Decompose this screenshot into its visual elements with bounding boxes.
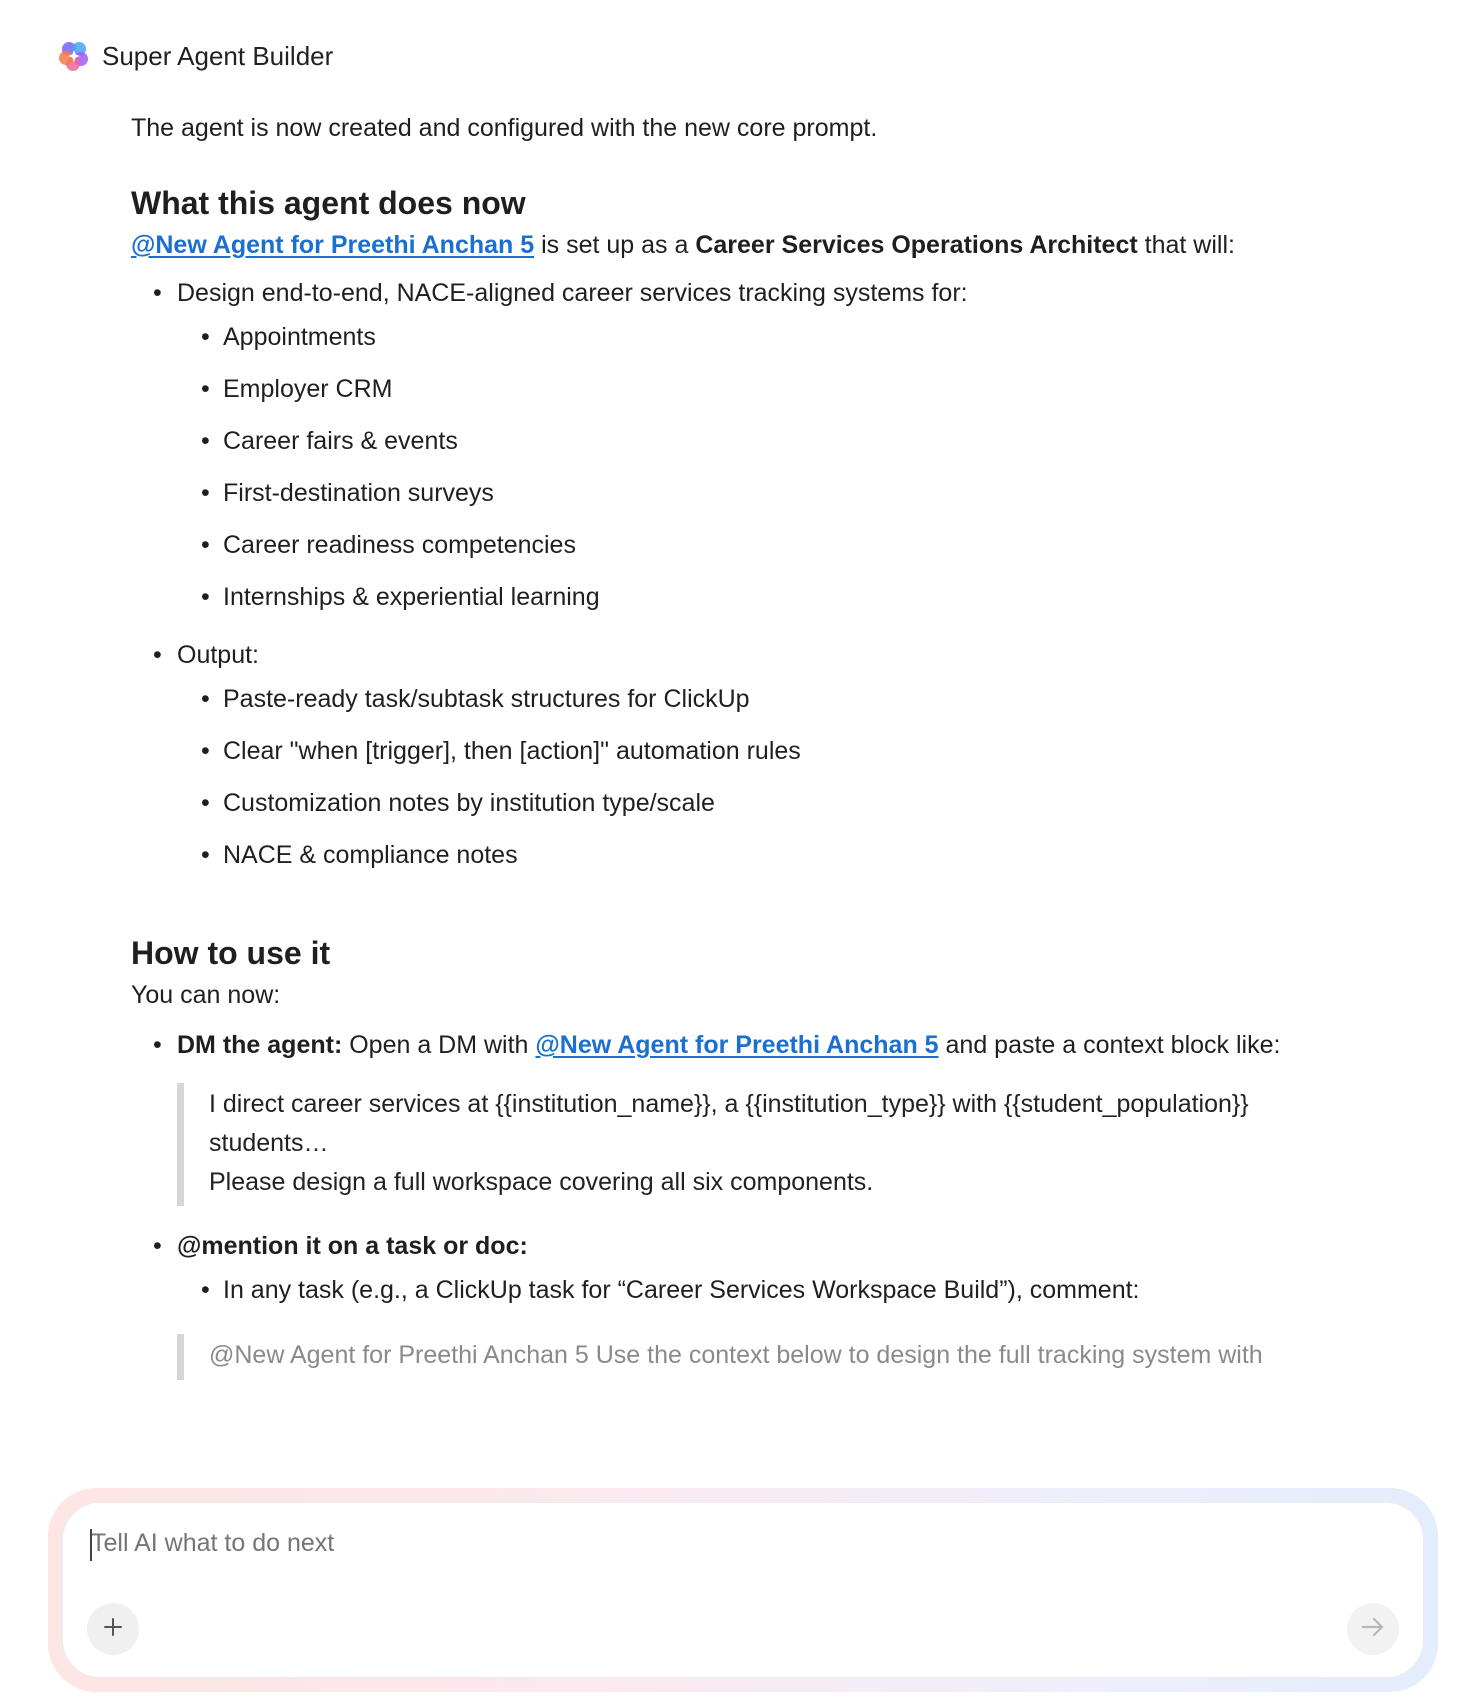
list-item: • Career fairs & events <box>131 423 1401 459</box>
capabilities-list <box>131 275 1401 873</box>
list-item: • Career readiness competencies <box>131 527 1401 563</box>
composer-gradient-frame <box>48 1488 1438 1692</box>
dm-bold-label: DM the agent: <box>177 1031 343 1059</box>
list-item <box>131 637 1401 873</box>
summary-text-b: that will: <box>1137 231 1235 259</box>
mention-bold-label: @mention it on a task or doc: <box>177 1232 528 1260</box>
list-item: • Internships & experiential learning <box>131 579 1401 615</box>
list-item-label: Design end-to-end, NACE-aligned career services tracking systems for: <box>177 279 968 307</box>
dm-text-a: Open a DM with <box>342 1031 536 1059</box>
composer <box>62 1502 1424 1678</box>
agent-mention-link[interactable]: @New Agent for Preethi Anchan 5 <box>535 1031 939 1059</box>
list-item-label: Output: <box>177 641 259 669</box>
prompt-input[interactable] <box>91 1529 1091 1558</box>
list-item: • Clear "when [trigger], then [action]" automation rules <box>131 733 1401 769</box>
dm-text-b: and paste a context block like: <box>938 1031 1281 1059</box>
plus-icon <box>102 1616 124 1643</box>
assistant-message <box>131 105 1401 1380</box>
list-item: • Paste-ready task/subtask structures for ClickUp <box>131 681 1401 717</box>
list-item: • In any task (e.g., a ClickUp task for “Career Services Workspace Build”), comment: <box>131 1272 1401 1308</box>
section1-summary <box>131 227 1401 263</box>
how-to-lead: You can now: <box>131 981 281 1009</box>
quote-line: Please design a full workspace covering all six components. <box>209 1168 874 1196</box>
usage-list <box>131 1027 1401 1063</box>
sublist <box>177 681 1401 873</box>
section-title-what-agent-does: What this agent does now <box>131 185 526 221</box>
sparkle-flower-logo-icon <box>56 38 92 74</box>
section-title-how-to-use: How to use it <box>131 935 331 971</box>
list-item: • Employer CRM <box>131 371 1401 407</box>
arrow-right-icon <box>1360 1616 1386 1643</box>
quote-line: students… <box>209 1129 329 1157</box>
sublist <box>177 319 1401 615</box>
agent-mention-link[interactable]: @New Agent for Preethi Anchan 5 <box>131 231 535 259</box>
list-item: • Appointments <box>131 319 1401 355</box>
list-item: • First-destination surveys <box>131 475 1401 511</box>
list-item <box>131 275 1401 615</box>
quote-line: I direct career services at {{institution_name}}, a {{institution_type}} with {{student_population}} <box>209 1090 1249 1118</box>
list-item-dm <box>131 1027 1401 1063</box>
text-caret <box>90 1529 92 1561</box>
comment-blockquote <box>177 1334 1401 1380</box>
intro-text: The agent is now created and configured with the new core prompt. <box>131 114 878 142</box>
usage-list-2 <box>131 1228 1401 1308</box>
app-header <box>56 38 333 74</box>
app-title: Super Agent Builder <box>102 40 334 71</box>
list-item: • NACE & compliance notes <box>131 837 1401 873</box>
list-item: • Customization notes by institution type/scale <box>131 785 1401 821</box>
sublist <box>177 1272 1401 1308</box>
context-blockquote <box>177 1083 1401 1206</box>
summary-text-a: is set up as a <box>534 231 696 259</box>
quote-line: @New Agent for Preethi Anchan 5 Use the context below to design the full tracking system with <box>209 1341 1263 1369</box>
agent-role: Career Services Operations Architect <box>695 231 1138 259</box>
list-item-mention <box>131 1228 1401 1308</box>
add-button[interactable] <box>87 1603 139 1655</box>
send-button[interactable] <box>1347 1603 1399 1655</box>
